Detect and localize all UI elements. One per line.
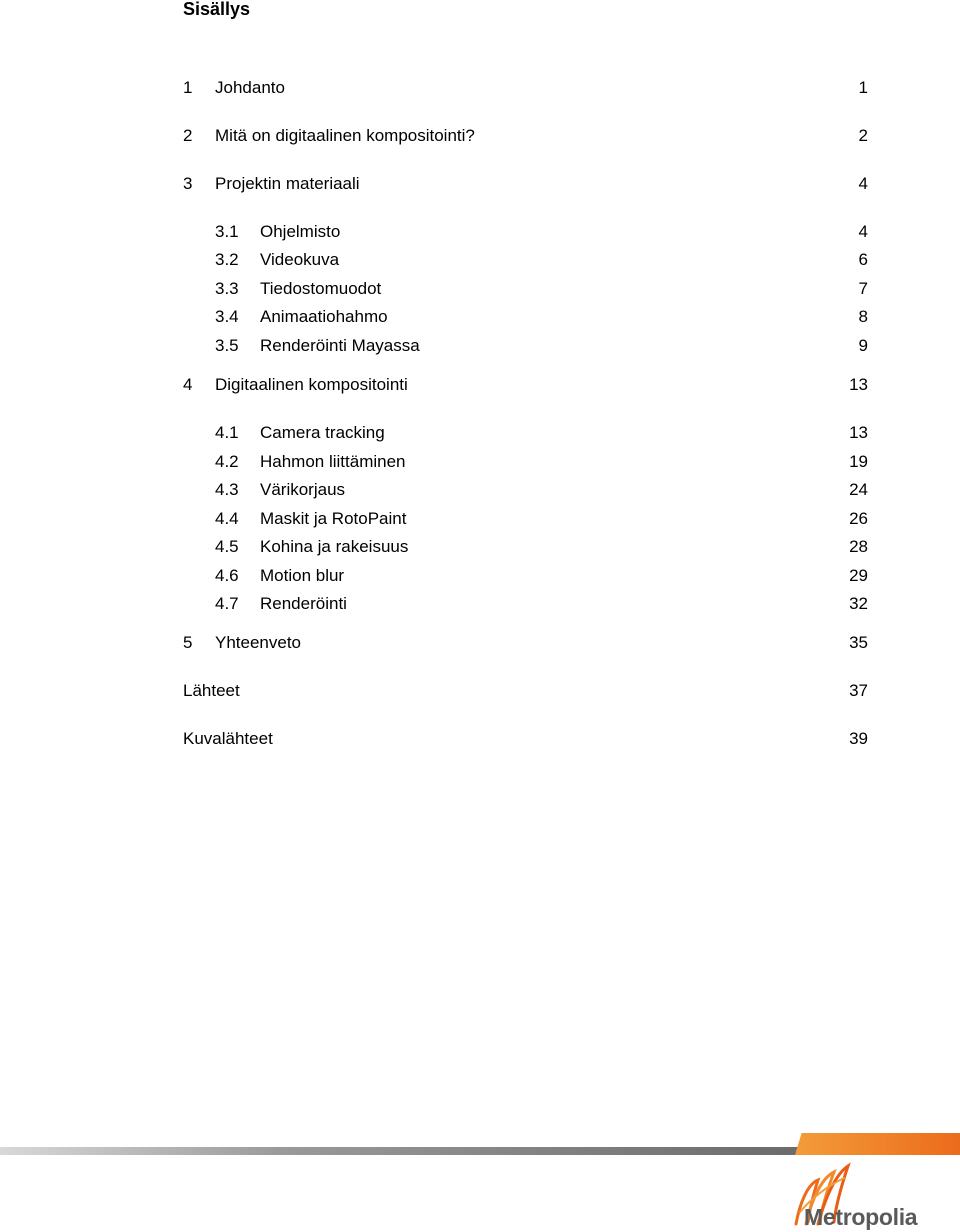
toc-entry-title: Maskit ja RotoPaint	[260, 509, 407, 528]
toc-entry-title: Animaatiohahmo	[260, 307, 388, 326]
toc-entry-4-1[interactable]	[0, 421, 960, 445]
toc-entry-4-4[interactable]	[0, 507, 960, 531]
toc-entry-3-1[interactable]	[0, 220, 960, 244]
toc-entry-3[interactable]	[0, 172, 960, 196]
toc-entry-number: 4.1	[215, 423, 239, 442]
toc-entry-title: Motion blur	[260, 566, 345, 585]
toc-entry-4-2[interactable]	[0, 450, 960, 474]
toc-entry-4[interactable]	[0, 373, 960, 397]
toc-entry-1[interactable]	[0, 76, 960, 100]
toc-entry-page: 35	[849, 633, 868, 652]
toc-entry-number: 4.4	[215, 509, 239, 528]
footer-grey-stripe	[0, 1147, 800, 1155]
toc-entry-title: Digitaalinen kompositointi	[215, 375, 408, 394]
toc-entry-page: 6	[858, 250, 868, 269]
toc-entry-title: Värikorjaus	[260, 480, 346, 499]
toc-entry-title: Hahmon liittäminen	[260, 452, 406, 471]
toc-entry-number: 3.4	[215, 307, 239, 326]
toc-entry-page: 39	[849, 729, 868, 748]
toc-entry-number: 4	[183, 375, 193, 394]
toc-entry-number: 3.3	[215, 279, 239, 298]
toc-entry-number: 4.6	[215, 566, 239, 585]
toc-entry-title: Lähteet	[183, 681, 240, 700]
toc-entry-title: Projektin materiaali	[215, 174, 360, 193]
toc-entry-4-7[interactable]	[0, 592, 960, 616]
toc-entry-number: 4.3	[215, 480, 239, 499]
toc-entry-number: 4.5	[215, 537, 239, 556]
footer-bar	[0, 1147, 960, 1155]
toc-entry-2[interactable]	[0, 124, 960, 148]
toc-entry-page: 2	[858, 126, 868, 145]
toc-entry-title: Camera tracking	[260, 423, 385, 442]
toc-entry-number: 3.1	[215, 222, 239, 241]
toc-entry-title: Kuvalähteet	[183, 729, 273, 748]
toc-entry-title: Yhteenveto	[215, 633, 302, 652]
toc-entry-page: 37	[849, 681, 868, 700]
toc-entry-number: 3.5	[215, 336, 239, 355]
toc-entry-page: 4	[858, 174, 868, 193]
toc-entry-3-3[interactable]	[0, 277, 960, 301]
toc-entry-number: 4.2	[215, 452, 239, 471]
toc-entry-page: 29	[849, 566, 868, 585]
toc-entry-number: 3.2	[215, 250, 239, 269]
toc-heading: Sisällys	[183, 0, 251, 19]
toc-entry-number: 1	[183, 78, 193, 97]
toc-entry-page: 9	[858, 336, 868, 355]
toc-entry-title: Tiedostomuodot	[260, 279, 382, 298]
toc-entry-title: Kohina ja rakeisuus	[260, 537, 409, 556]
toc-entry-3-4[interactable]	[0, 305, 960, 329]
toc-entry-page: 19	[849, 452, 868, 471]
toc-entry-3-2[interactable]	[0, 248, 960, 272]
toc-entry-number: 4.7	[215, 594, 239, 613]
toc-entry-page: 4	[858, 222, 868, 241]
toc-entry-5[interactable]	[0, 631, 960, 655]
toc-entry-lahteet[interactable]	[0, 679, 960, 703]
toc-entry-number: 5	[183, 633, 193, 652]
toc-entry-title: Renderöinti	[260, 594, 347, 613]
toc-entry-page: 24	[849, 480, 868, 499]
toc-entry-page: 13	[849, 423, 868, 442]
toc-entry-page: 13	[849, 375, 868, 394]
toc-entry-page: 1	[858, 78, 868, 97]
toc-entry-page: 32	[849, 594, 868, 613]
toc-entry-page: 8	[858, 307, 868, 326]
toc-entry-page: 26	[849, 509, 868, 528]
metropolia-logo-text: Metropolia	[804, 1204, 918, 1230]
toc-entry-4-6[interactable]	[0, 564, 960, 588]
footer-orange-stripe	[795, 1133, 960, 1155]
toc-entry-page: 28	[849, 537, 868, 556]
toc-entry-kuvalahteet[interactable]	[0, 727, 960, 751]
toc-entry-page: 7	[858, 279, 868, 298]
toc-entry-4-3[interactable]	[0, 478, 960, 502]
toc-entry-title: Johdanto	[215, 78, 285, 97]
toc-entry-title: Videokuva	[260, 250, 340, 269]
toc-entry-title: Renderöinti Mayassa	[260, 336, 420, 355]
toc-entry-title: Mitä on digitaalinen kompositointi?	[215, 126, 475, 145]
toc-entry-3-5[interactable]	[0, 334, 960, 358]
toc-entry-number: 2	[183, 126, 193, 145]
toc-entry-4-5[interactable]	[0, 535, 960, 559]
toc-entry-title: Ohjelmisto	[260, 222, 341, 241]
toc-entry-number: 3	[183, 174, 193, 193]
